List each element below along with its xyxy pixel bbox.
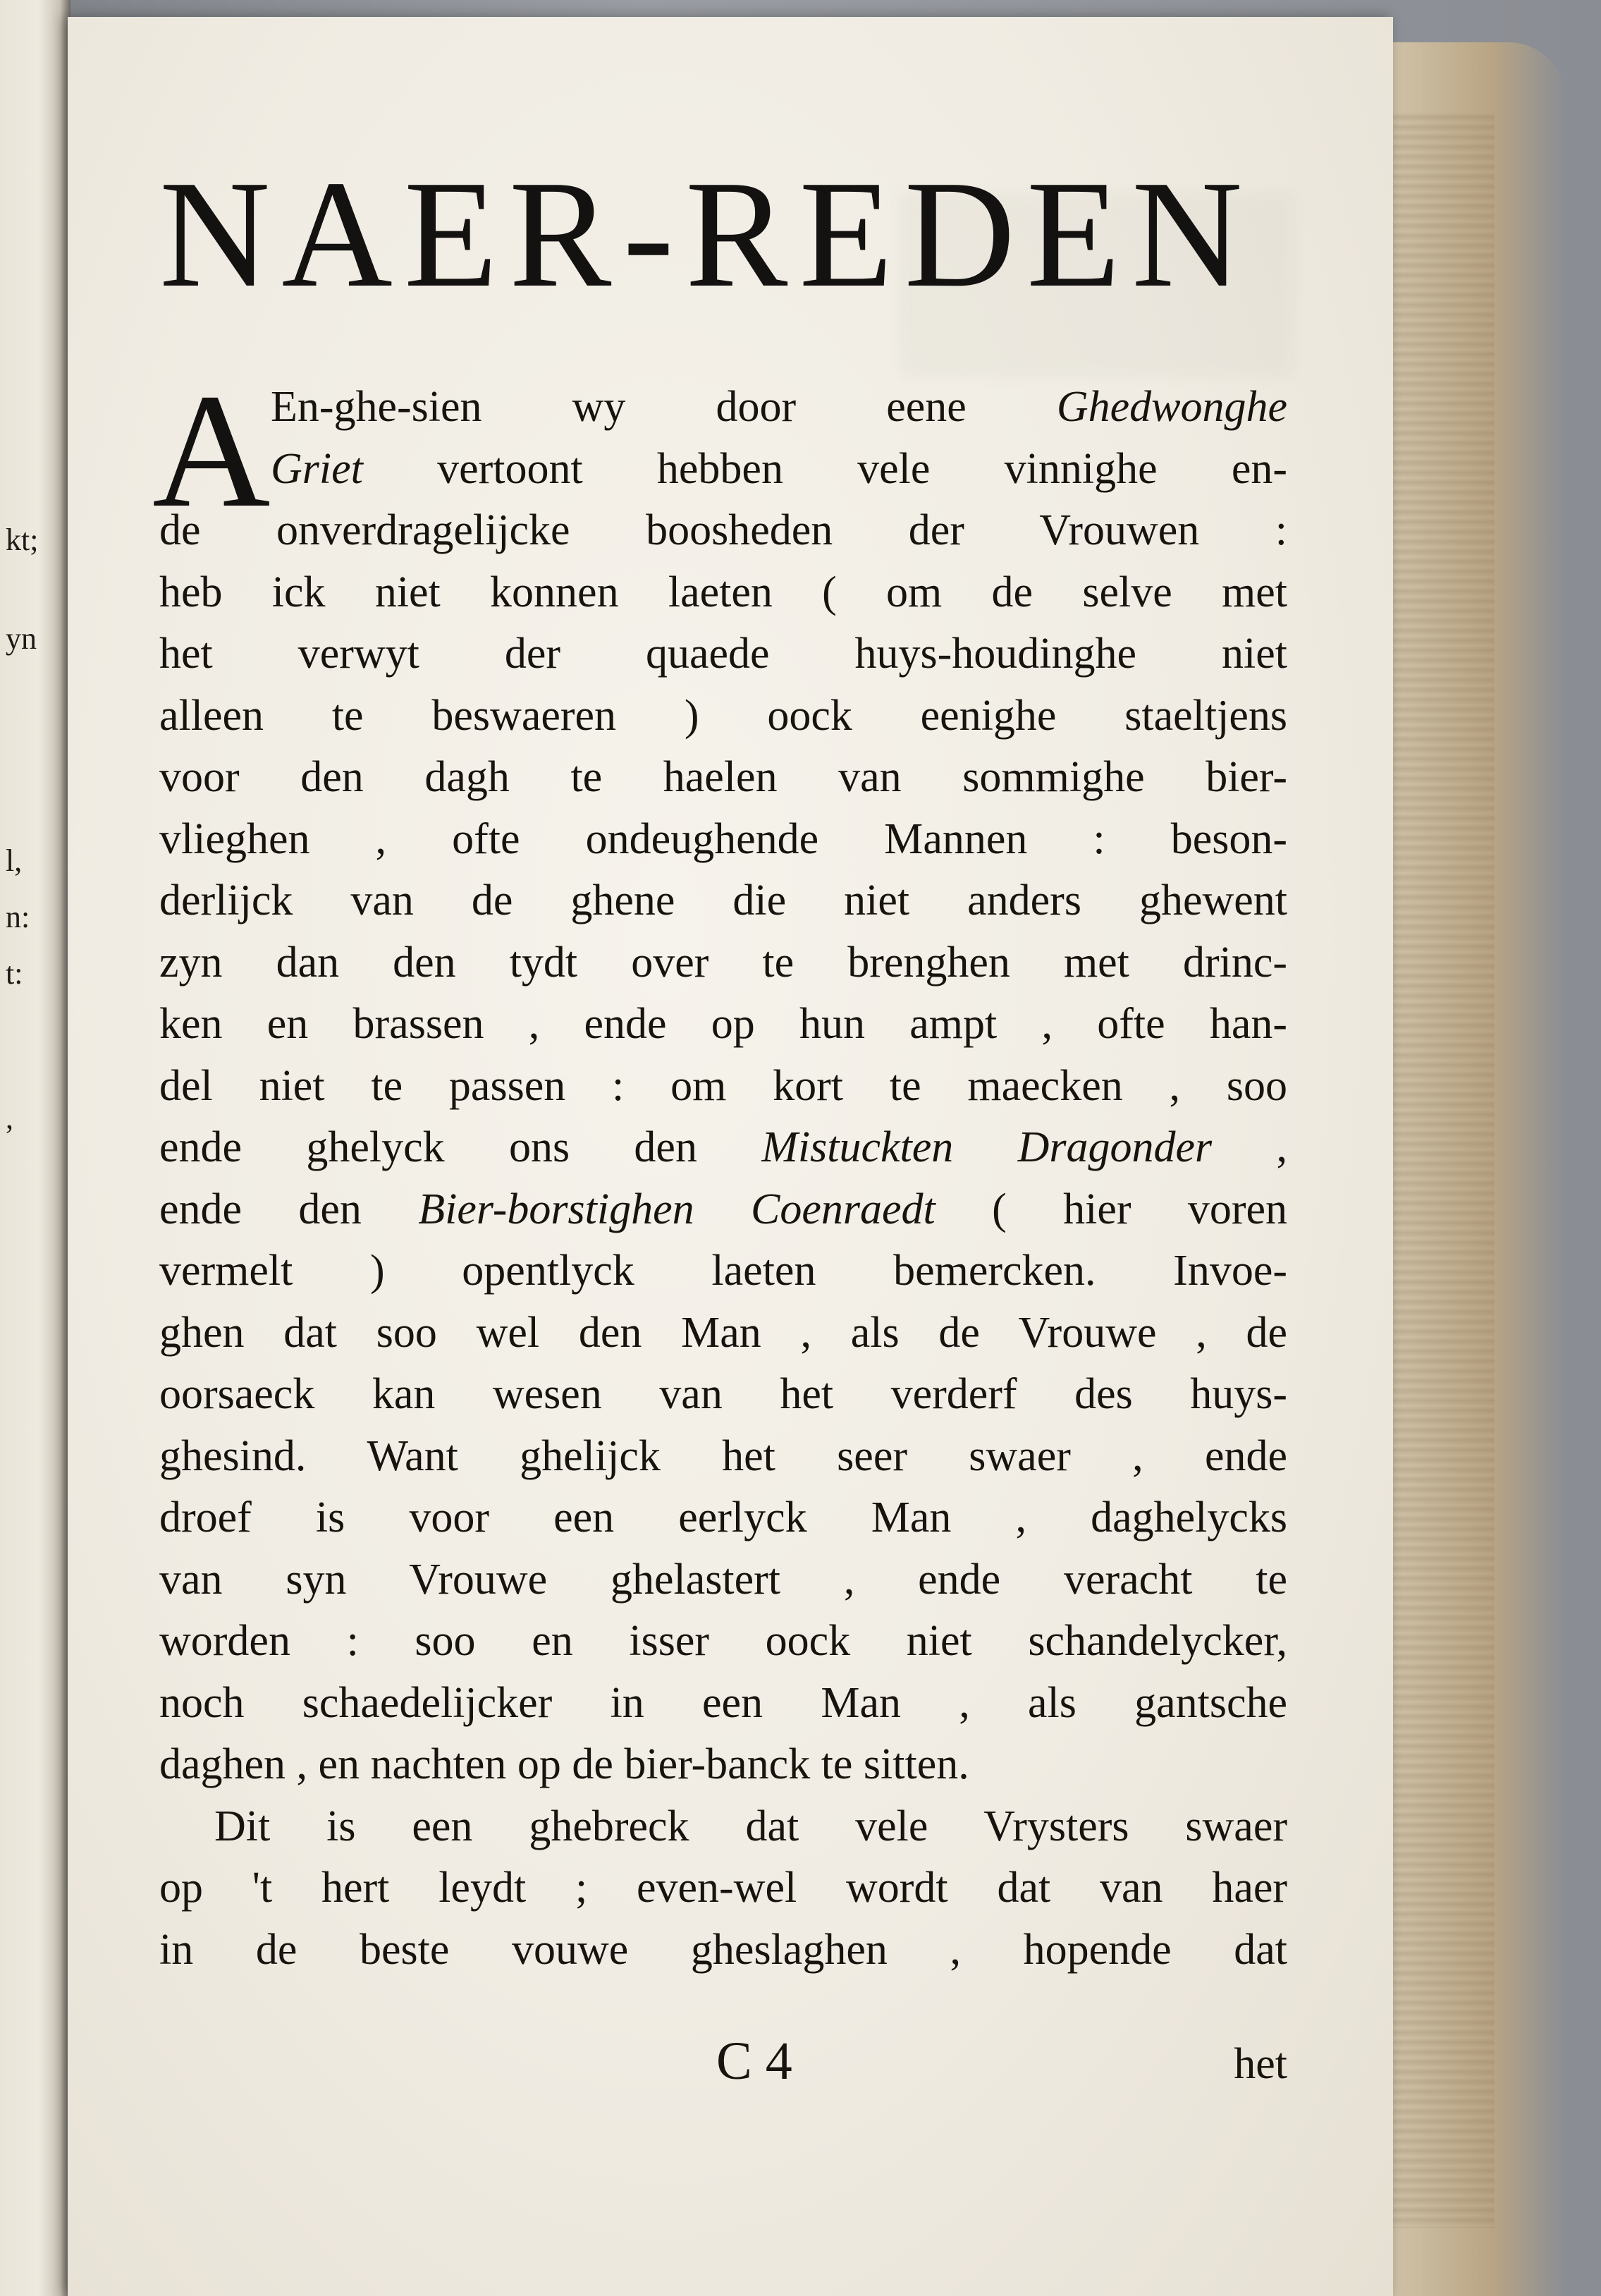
text-run: op 't hert leydt ; even-wel wordt dat van haer [159,1864,1287,1912]
text-run: heb ick niet konnen laeten ( om de selve met [159,568,1287,616]
signature-mark: C 4 [716,2032,792,2091]
text-run: ( hier voren [935,1185,1288,1233]
text-run: vertoont hebben vele vinnighe en- [362,444,1287,493]
text-line [159,1302,1287,1364]
left-page-fragment: n: [6,900,30,934]
text-run: in de beste vouwe gheslaghen , hopende dat [159,1925,1287,1974]
text-run: ende den [159,1185,419,1233]
text-run: voor den dagh te haelen van sommighe bier- [159,753,1287,801]
page-edge-texture [1382,113,1495,2228]
text-line [159,439,1287,501]
text-line [159,747,1287,809]
text-line [159,809,1287,871]
text-line [159,1056,1287,1118]
text-line [159,1240,1287,1302]
text-line [159,1673,1287,1735]
left-page-fragment: l, [6,843,23,878]
text-line [159,562,1287,624]
text-line [159,1364,1287,1426]
left-page-fragment: kt; [6,523,39,557]
text-run: del niet te passen : om kort te maecken , soo [159,1061,1287,1110]
text-run: ken en brassen , ende op hun ampt , ofte han- [159,1000,1287,1048]
left-facing-page [0,0,70,2296]
page-heading: NAER-REDEN [159,149,1254,319]
text-line [159,623,1287,685]
text-run: vermelt ) opentlyck laeten bemercken. Invoe- [159,1247,1287,1295]
italic-phrase: Mistuckten Dragonder [761,1123,1213,1171]
text-line [159,1796,1287,1858]
text-run: Dit is een ghebreck dat vele Vrysters swaer [214,1802,1287,1850]
text-run: alleen te beswaeren ) oock eenighe staeltjens [159,691,1287,740]
text-run: ende ghelyck ons den [159,1123,762,1171]
body-text [152,360,1288,1981]
text-line [159,1487,1287,1549]
text-run: ghesind. Want ghelijck het seer swaer , ende [159,1431,1287,1480]
text-run: vlieghen , ofte ondeughende Mannen : beson- [159,814,1287,863]
text-run: zyn dan den tydt over te brenghen met drinc- [159,938,1287,987]
text-run: oorsaeck kan wesen van het verderf des huys- [159,1370,1287,1418]
text-run: ghen dat soo wel den Man , als de Vrouwe , de [159,1308,1287,1357]
text-line [159,1117,1287,1179]
text-run: worden : soo en isser oock niet schandelycker, [159,1617,1287,1665]
catchword: het [1234,2040,1287,2088]
text-run: En-ghe-sien wy door eene [271,383,1057,431]
text-line [159,1734,1287,1796]
left-page-fragment: , [6,1101,13,1135]
text-line [159,1179,1287,1241]
text-line [159,1919,1287,1981]
left-page-fragment: yn [6,621,37,656]
text-line [159,1857,1287,1919]
text-line [159,377,1287,439]
page-footer [159,2032,1287,2103]
drop-cap: A [152,360,271,542]
text-line [159,500,1287,562]
text-line [159,1426,1287,1488]
italic-phrase: Griet [271,444,363,493]
text-run: , [1212,1123,1288,1171]
text-run: de onverdragelijcke boosheden der Vrouwen : [159,506,1287,554]
text-run: daghen , en nachten op de bier-banck te sitten. [159,1740,969,1788]
text-line [159,994,1287,1056]
italic-phrase: Ghedwonghe [1056,383,1287,431]
text-run: derlijck van de ghene die niet anders ghewent [159,877,1287,924]
text-run: droef is voor een eerlyck Man , daghelycks [159,1494,1287,1541]
text-line [159,1549,1287,1611]
text-line [159,932,1287,994]
text-line [159,685,1287,747]
text-run: noch schaedelijcker in een Man , als gantsche [159,1678,1287,1727]
text-line [159,1611,1287,1673]
left-page-fragment: t: [6,956,23,991]
text-run: het verwyt der quaede huys-houdinghe niet [159,630,1287,678]
book-page [68,17,1393,2296]
italic-phrase: Bier-borstighen Coenraedt [418,1185,936,1233]
text-run: van syn Vrouwe ghelastert , ende veracht te [159,1555,1287,1604]
text-line [159,870,1287,932]
